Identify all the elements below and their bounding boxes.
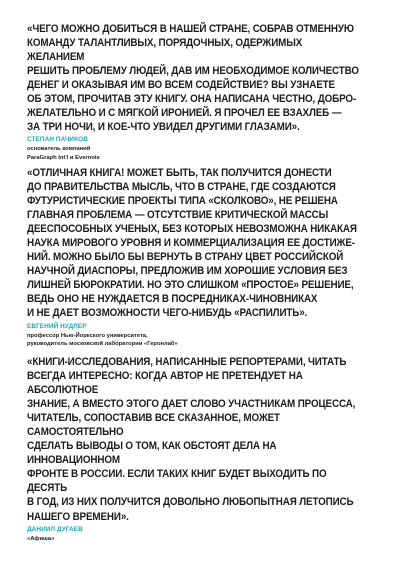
review-quote: «КНИГИ-ИССЛЕДОВАНИЯ, НАПИСАННЫЕ РЕПОРТЕРАМИ, ЧИТАТЬ ВСЕГДА ИНТЕРЕСНО: КОГДА АВТОР НЕ ПРЕТЕНДУЕТ НА АБСОЛЮТНОЕ ЗНАНИЕ, А ВМЕСТО ЭТОГО ДАЕТ СЛОВО УЧАСТНИКАМ ПРОЦЕССА, ЧИТАТЕЛЬ, СОПОСТАВИВ ВСЕ СКАЗАННОЕ, МОЖЕТ САМОСТОЯТЕЛЬНО СДЕЛАТЬ ВЫВОДЫ О ТОМ, КАК ОБСТОЯТ ДЕЛА НА ИННОВАЦИОННОМ ФРОНТЕ В РОССИИ. ЕСЛИ ТАКИХ КНИГ БУДЕТ ВЫХОДИТЬ ПО ДЕСЯТЬ В ГОД, ИЗ НИХ ПОЛУЧИТСЯ ДОВОЛЬНО ЛЮБОПЫТНАЯ ЛЕТОПИСЬ НАШЕГО ВРЕМЕНИ». [27, 356, 356, 523]
review-author-role: основатель компаний ParaGraph Int'l и Evernote [27, 146, 100, 161]
review-pachikov [27, 22, 387, 162]
review-author-role: профессор Нью-Йоркского университета, руководитель московской лаборатории «Геронлаб» [27, 332, 178, 347]
review-author: СТЕПАН ПАЧИКОВ [27, 136, 88, 144]
review-dugaev [27, 355, 387, 543]
review-author-role: «Афиша» [27, 535, 55, 542]
review-quote: «ЧЕГО МОЖНО ДОБИТЬСЯ В НАШЕЙ СТРАНЕ, СОБРАВ ОТМЕННУЮ КОМАНДУ ТАЛАНТЛИВЫХ, ПОРЯДОЧНЫХ, ОДЕРЖИМЫХ ЖЕЛАНИЕМ РЕШИТЬ ПРОБЛЕМУ ЛЮДЕЙ, ДАВ ИМ НЕОБХОДИМОЕ КОЛИЧЕСТВО ДЕНЕГ И ОКАЗЫВАЯ ИМ ВО ВСЕМ СОДЕЙСТВИЕ? ВЫ УЗНАЕТЕ ОБ ЭТОМ, ПРОЧИТАВ ЭТУ КНИГУ. ОНА НАПИСАНА ЧЕСТНО, ДОБРО- ЖЕЛАТЕЛЬНО И С МЯГКОЙ ИРОНИЕЙ. Я ПРОЧЕЛ ЕЕ ВЗАХЛЕБ — ЗА ТРИ НОЧИ, И КОЕ-ЧТО УВИДЕЛ ДРУГИМИ ГЛАЗАМИ». [27, 23, 359, 134]
review-author: ЕВГЕНИЙ НУДЛЕР [27, 322, 87, 330]
review-quote: «ОТЛИЧНАЯ КНИГА! МОЖЕТ БЫТЬ, ТАК ПОЛУЧИТСЯ ДОНЕСТИ ДО ПРАВИТЕЛЬСТВА МЫСЛЬ, ЧТО В СТРАНЕ, ГДЕ СОЗДАЮТСЯ ФУТУРИСТИЧЕСКИЕ ПРОЕКТЫ ТИПА «СКОЛКОВО», НЕ РЕШЕНА ГЛАВНАЯ ПРОБЛЕМА — ОТСУТСТВИЕ КРИТИЧЕСКОЙ МАССЫ ДЕЕСПОСОБНЫХ УЧЕНЫХ, БЕЗ КОТОРЫХ НЕВОЗМОЖНА НИКАКАЯ НАУКА МИРОВОГО УРОВНЯ И КОММЕРЦИАЛИЗАЦИЯ ЕЕ ДОСТИЖЕ- НИЙ. МОЖНО БЫЛО БЫ ВЕРНУТЬ В СТРАНУ ЦВЕТ РОССИЙСКОЙ НАУЧНОЙ ДИАСПОРЫ, ПРЕДЛОЖИВ ИМ ХОРОШИЕ УСЛОВИЯ БЕЗ ЛИШНЕЙ БЮРОКРАТИИ. НО ЭТО СЛИШКОМ «ПРОСТОЕ» РЕШЕНИЕ, ВЕДЬ ОНО НЕ НУЖДАЕТСЯ В ПОСРЕДНИКАХ-ЧИНОВНИКАХ И НЕ ДАЕТ ВОЗМОЖНОСТИ ЧЕГО-НИБУДЬ «РАСПИЛИТЬ». [27, 167, 357, 320]
review-author: ДАНИИЛ ДУГАЕВ [27, 525, 83, 533]
review-nudler [27, 166, 387, 348]
